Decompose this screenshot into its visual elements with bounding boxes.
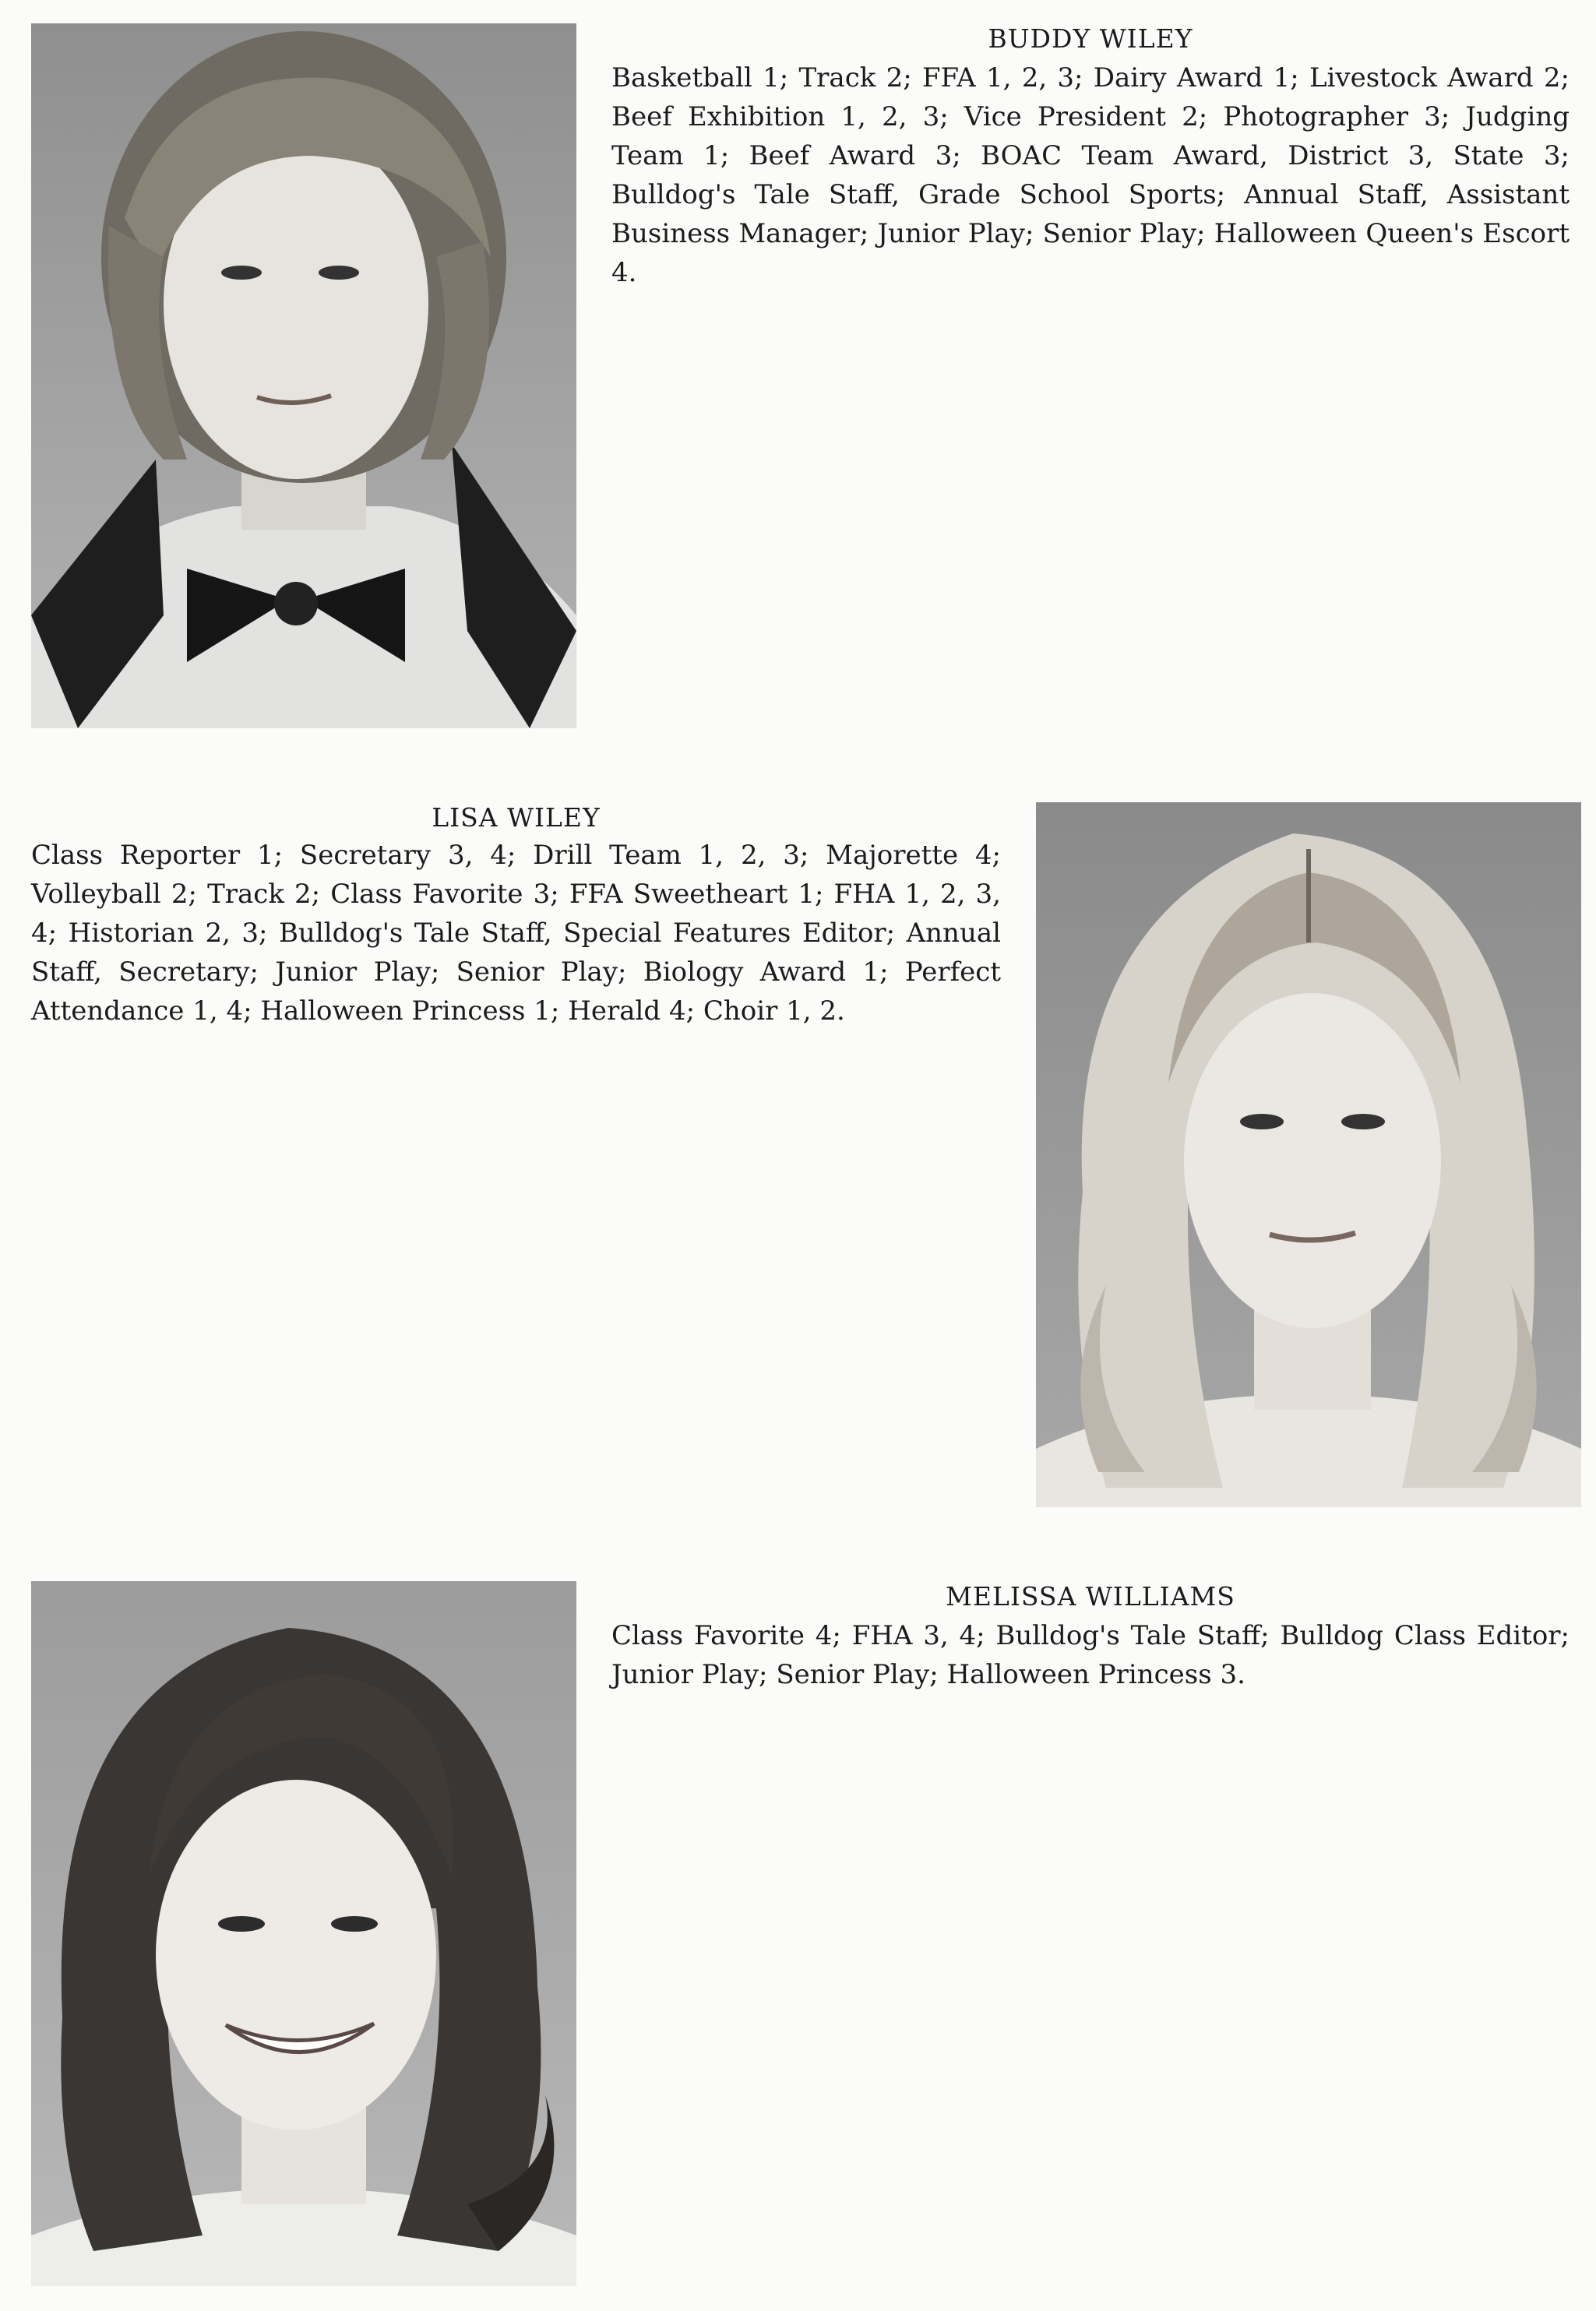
portrait-photo-lisa-wiley <box>1036 802 1581 1507</box>
portrait-photo-melissa-williams <box>31 1581 576 2286</box>
student-bio-buddy-wiley: Basketball 1; Track 2; FFA 1, 2, 3; Dairy Award 1; Livestock Award 2; Beef Exhibition 1, 2, 3; Vice President 2; Photographer 3; Judging Team 1; Beef Award 3; BOAC Team Award, District 3, State 3; Bulldog's Tale Staff, Grade School Sports; Annual Staff, Assistant Business Manager; Junior Play; Senior Play; Halloween Queen's Escort 4. <box>611 62 1570 288</box>
portrait-photo-buddy-wiley <box>31 23 576 728</box>
student-name-lisa-wiley: LISA WILEY <box>432 802 601 833</box>
student-name-melissa-williams: MELISSA WILLIAMS <box>946 1581 1235 1612</box>
student-name-buddy-wiley: BUDDY WILEY <box>988 23 1193 54</box>
student-bio-melissa-williams: Class Favorite 4; FHA 3, 4; Bulldog's Tale Staff; Bulldog Class Editor; Junior Play; Senior Play; Halloween Princess 3. <box>611 1620 1570 1690</box>
student-bio-lisa-wiley: Class Reporter 1; Secretary 3, 4; Drill Team 1, 2, 3; Majorette 4; Volleyball 2; Track 2; Class Favorite 3; FFA Sweetheart 1; FHA 1, 2, 3, 4; Historian 2, 3; Bulldog's Tale Staff, Special Features Editor; Annual Staff, Secretary; Junior Play; Senior Play; Biology Award 1; Perfect Attendance 1, 4; Halloween Princess 1; Herald 4; Choir 1, 2. <box>31 840 1001 1027</box>
